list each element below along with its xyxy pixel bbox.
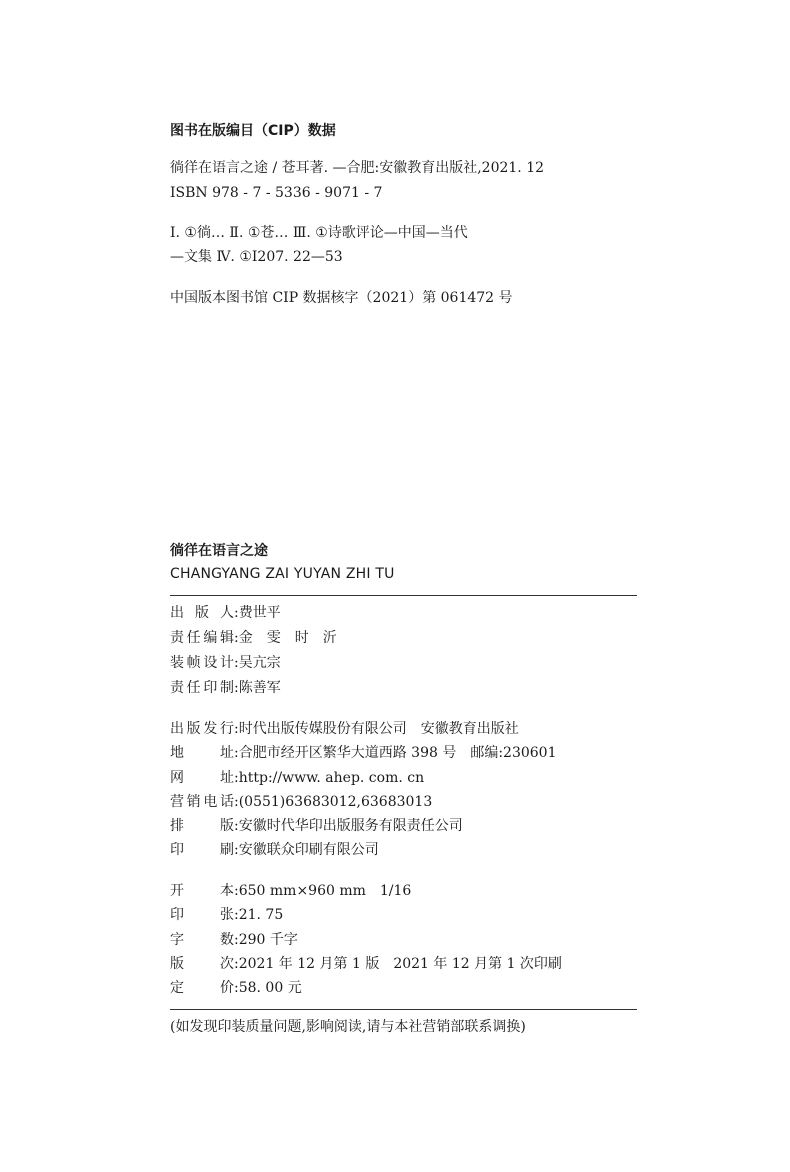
spec-value: 58. 00 元 <box>238 980 302 996</box>
publisher-value: (0551)63683012,63683013 <box>238 794 433 810</box>
credit-value: 吴亢宗 <box>238 655 281 671</box>
separator: : <box>234 655 239 671</box>
top-divider <box>170 595 637 596</box>
spec-key: 开本 <box>170 883 234 899</box>
credit-key: 装帧设计 <box>170 655 234 671</box>
cip-classification-line: Ⅰ. ①徜… Ⅱ. ①苍… Ⅲ. ①诗歌评论—中国—当代 <box>170 225 468 241</box>
spec-value: 2021 年 12 月第 1 版 2021 年 12 月第 1 次印刷 <box>238 956 562 972</box>
spec-format <box>170 883 411 899</box>
credit-value: 陈善军 <box>238 680 281 696</box>
publisher-key: 出版发行 <box>170 721 234 737</box>
credit-key: 责任印制 <box>170 680 234 696</box>
credit-editor <box>170 630 337 646</box>
publisher-value: 时代出版传媒股份有限公司 安徽教育出版社 <box>238 721 519 737</box>
credit-value: 金 雯 时 沂 <box>238 630 337 646</box>
credit-key: 出版人 <box>170 605 234 621</box>
credit-designer <box>170 655 281 671</box>
spec-value: 21. 75 <box>238 907 284 923</box>
separator: : <box>234 956 239 972</box>
separator: : <box>234 770 239 786</box>
book-title: 徜徉在语言之途 <box>170 543 268 559</box>
publisher-value: 合肥市经开区繁华大道西路 398 号 邮编:230601 <box>238 745 557 761</box>
separator: : <box>234 605 239 621</box>
separator: : <box>234 721 239 737</box>
cip-approval-number: 中国版本图书馆 CIP 数据核字（2021）第 061472 号 <box>170 290 513 306</box>
cip-classification-line-2: —文集 Ⅳ. ①Ⅰ207. 22—53 <box>170 249 343 265</box>
publisher-distribution <box>170 721 519 737</box>
credit-value: 费世平 <box>238 605 281 621</box>
spec-key: 定价 <box>170 980 234 996</box>
separator: : <box>234 818 239 834</box>
separator: : <box>234 883 239 899</box>
separator: : <box>234 980 239 996</box>
publisher-value: http://www. ahep. com. cn <box>238 770 425 786</box>
publisher-address <box>170 745 557 761</box>
publisher-key: 印刷 <box>170 842 234 858</box>
publisher-phone <box>170 794 432 810</box>
publisher-printing <box>170 842 379 858</box>
separator: : <box>234 680 239 696</box>
publisher-key: 营销电话 <box>170 794 234 810</box>
publisher-value: 安徽时代华印出版服务有限责任公司 <box>238 818 463 834</box>
spec-word-count <box>170 932 298 948</box>
separator: : <box>234 794 239 810</box>
quality-notice: (如发现印装质量问题,影响阅读,请与本社营销部联系调换) <box>170 1019 526 1035</box>
spec-edition <box>170 956 562 972</box>
publisher-value: 安徽联众印刷有限公司 <box>238 842 379 858</box>
bottom-divider <box>170 1009 637 1010</box>
credit-key: 责任编辑 <box>170 630 234 646</box>
publisher-key: 网址 <box>170 770 234 786</box>
publisher-key: 地址 <box>170 745 234 761</box>
publisher-typesetting <box>170 818 463 834</box>
book-title-pinyin: CHANGYANG ZAI YUYAN ZHI TU <box>170 566 395 582</box>
spec-key: 字数 <box>170 932 234 948</box>
spec-price <box>170 980 302 996</box>
cip-heading: 图书在版编目（CIP）数据 <box>170 123 336 139</box>
separator: : <box>234 932 239 948</box>
separator: : <box>234 907 239 923</box>
separator: : <box>234 630 239 646</box>
separator: : <box>234 745 239 761</box>
cip-isbn-line: ISBN 978 - 7 - 5336 - 9071 - 7 <box>170 185 383 201</box>
publisher-key: 排版 <box>170 818 234 834</box>
separator: : <box>234 842 239 858</box>
spec-key: 印张 <box>170 907 234 923</box>
credit-print-supervisor <box>170 680 281 696</box>
credit-publisher-person <box>170 605 281 621</box>
publisher-website <box>170 770 424 786</box>
cip-title-line: 徜徉在语言之途 / 苍耳著. —合肥:安徽教育出版社,2021. 12 <box>170 160 545 176</box>
spec-value: 290 千字 <box>238 932 298 948</box>
spec-key: 版次 <box>170 956 234 972</box>
spec-sheets <box>170 907 283 923</box>
spec-value: 650 mm×960 mm 1/16 <box>238 883 412 899</box>
